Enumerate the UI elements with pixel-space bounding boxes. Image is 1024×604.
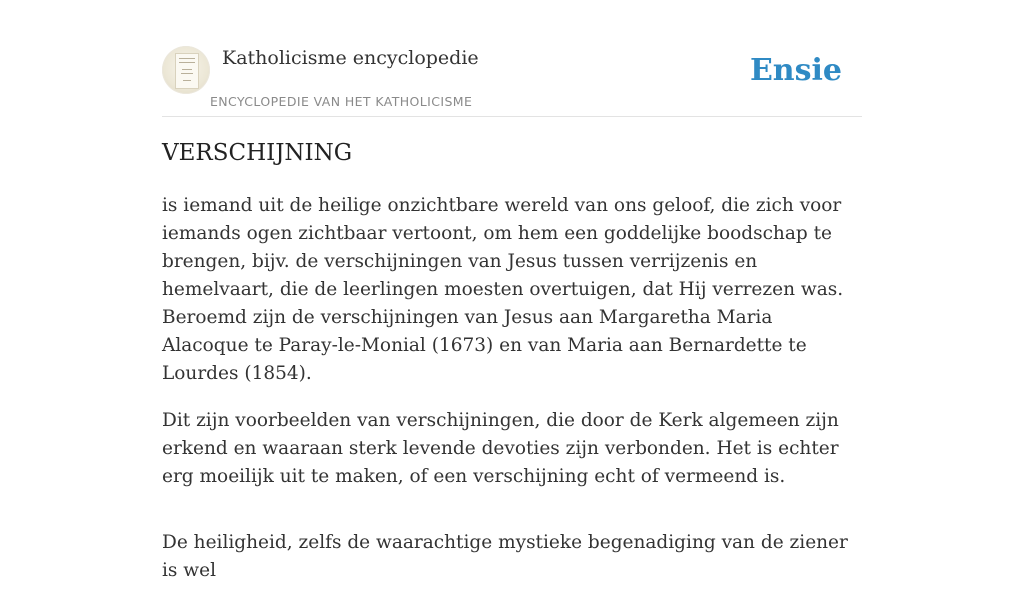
encyclopedia-book-icon (175, 53, 199, 89)
site-subtitle: ENCYCLOPEDIE VAN HET KATHOLICISME (210, 94, 473, 109)
site-title[interactable]: Katholicisme encyclopedie (222, 47, 479, 69)
article-title: VERSCHIJNING (162, 140, 353, 166)
site-header (162, 44, 862, 117)
article-paragraph: is iemand uit de heilige onzichtbare wereld van ons geloof, die zich voor iemands ogen zichtbaar vertoont, om hem een goddelijke boodschap te brengen, bijv. de verschijningen van Jesus tussen verrijzenis en hemelvaart, die de leerlingen moesten overtuigen, dat Hij verrezen was. Beroemd zijn de verschijningen van Jesus aan Margaretha Maria Alacoque te Paray-le-Monial (1673) en van Maria aan Bernardette te Lourdes (1854). (162, 195, 844, 384)
article-paragraph: De heiligheid, zelfs de waarachtige mystieke begenadiging van de ziener is wel (162, 532, 848, 581)
brand-logo-link[interactable]: Ensie (749, 53, 842, 88)
article-body (162, 192, 864, 604)
site-logo-avatar[interactable] (162, 46, 210, 94)
article-paragraph: Dit zijn voorbeelden van verschijningen, die door de Kerk algemeen zijn erkend en waaraan sterk levende devoties zijn verbonden. Het is echter erg moeilijk uit te maken, of een verschijning echt of vermeend is. (162, 410, 839, 487)
